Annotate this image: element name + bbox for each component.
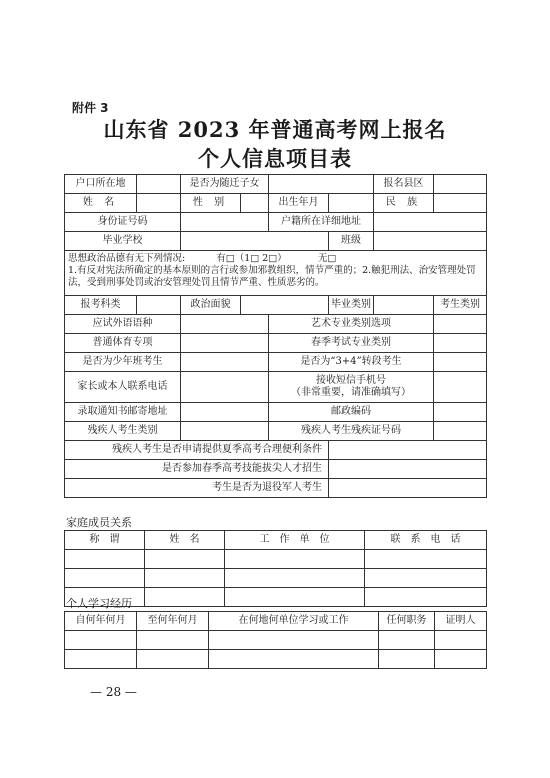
page-number: — 28 — [90,685,137,699]
field-graduation-type[interactable] [374,296,434,315]
field-sms-phone[interactable] [434,372,487,403]
field-id-number[interactable] [181,213,269,232]
conduct-no-option[interactable]: 无□ [317,253,337,264]
table-row [65,631,487,650]
conduct-detail: 1.有反对宪法所确定的基本原则的言行或参加邪教组织，情节严重的；2.触犯刑法、治安管理处罚法，受到刑事处罚或治安管理处罚且情节严重、性质恶劣的。 [68,265,476,288]
field-political-status[interactable] [241,296,329,315]
label-disabled-category: 残疾人考生类别 [65,422,181,441]
label-registration-county: 报名县区 [374,175,434,194]
field-class[interactable] [374,232,487,251]
label-spring-skill: 是否参加春季高考技能拔尖人才招生 [65,460,329,479]
field-transfer-3plus4[interactable] [434,353,487,372]
field-hukou-address[interactable] [374,213,487,232]
label-veteran: 考生是否为退役军人考生 [65,479,329,498]
study-col-from: 自何年何月 [65,612,137,631]
conduct-yes-options[interactable]: 有□（1□ 2□） [216,253,287,264]
label-name: 姓 名 [65,194,137,213]
field-art-category[interactable] [434,315,487,334]
label-disabled-cert: 残疾人考生残疾证号码 [269,422,434,441]
conduct-declaration[interactable] [65,251,487,296]
field-youth-class[interactable] [181,353,269,372]
field-spring-skill[interactable] [329,460,487,479]
label-graduation-type: 毕业类别 [329,296,374,315]
field-contact-phone[interactable] [181,372,269,403]
field-mailing-address[interactable] [181,403,269,422]
label-sms-phone [269,372,434,403]
field-sports-special[interactable] [181,334,269,353]
field-exam-subject[interactable] [137,296,181,315]
label-hukou-address: 户籍所在详细地址 [269,213,374,232]
family-col-employer: 工 作 单 位 [225,531,365,550]
conduct-prefix: 思想政治品德有无下列情况: [68,253,186,264]
label-political-status: 政治面貌 [181,296,241,315]
study-col-witness: 证明人 [435,612,487,631]
field-gender[interactable] [241,194,269,213]
field-birth-date[interactable] [329,194,374,213]
family-section-heading: 家庭成员关系 [66,516,132,529]
label-mailing-address: 录取通知书邮寄地址 [65,403,181,422]
label-candidate-type: 考生类别 [434,296,487,315]
sms-phone-note: （非常重要，请准确填写） [291,387,411,398]
family-col-title: 称 谓 [65,531,145,550]
label-birth-date: 出生年月 [269,194,329,213]
study-table [64,611,487,669]
label-foreign-language: 应试外语语种 [65,315,181,334]
field-registration-county[interactable] [434,175,487,194]
label-id-number: 身份证号码 [65,213,181,232]
field-disabled-accommodation[interactable] [329,441,487,460]
label-art-category: 艺术专业类别选项 [269,315,434,334]
label-migrant-child: 是否为随迁子女 [181,175,269,194]
study-section-heading: 个人学习经历 [66,597,132,610]
table-row [65,569,487,588]
label-disabled-accommodation: 残疾人考生是否申请提供夏季高考合理便利条件 [65,441,329,460]
label-postal-code: 邮政编码 [269,403,434,422]
page-subtitle: 个人信息项目表 [198,146,352,171]
family-col-name: 姓 名 [145,531,225,550]
field-veteran[interactable] [329,479,487,498]
attachment-label: 附件 3 [72,101,109,115]
table-row [65,650,487,669]
field-disabled-cert[interactable] [434,422,487,441]
field-name[interactable] [137,194,181,213]
field-spring-category[interactable] [434,334,487,353]
info-form-table [64,174,487,498]
study-col-position: 任何职务 [379,612,435,631]
study-col-to: 至何年何月 [137,612,209,631]
label-ethnicity: 民 族 [374,194,434,213]
label-spring-category: 春季考试专业类别 [269,334,434,353]
label-transfer-3plus4: 是否为“3+4”转段考生 [269,353,434,372]
sms-phone-title: 接收短信手机号 [316,375,386,386]
label-exam-subject: 报考科类 [65,296,137,315]
label-contact-phone: 家长或本人联系电话 [65,372,181,403]
field-migrant-child[interactable] [269,175,374,194]
field-hukou-location[interactable] [137,175,181,194]
label-hukou-location: 户口所在地 [65,175,137,194]
label-gender: 性 别 [181,194,241,213]
family-col-phone: 联 系 电 话 [365,531,487,550]
label-youth-class: 是否为少年班考生 [65,353,181,372]
field-graduated-school[interactable] [181,232,329,251]
field-ethnicity[interactable] [434,194,487,213]
field-disabled-category[interactable] [181,422,269,441]
label-class: 班级 [329,232,374,251]
table-row [65,550,487,569]
label-graduated-school: 毕业学校 [65,232,181,251]
study-col-place: 在何地何单位学习或工作 [209,612,379,631]
field-postal-code[interactable] [434,403,487,422]
field-foreign-language[interactable] [181,315,269,334]
page-title: 山东省 2023 年普通高考网上报名 [103,117,447,142]
label-sports-special: 普通体育专项 [65,334,181,353]
